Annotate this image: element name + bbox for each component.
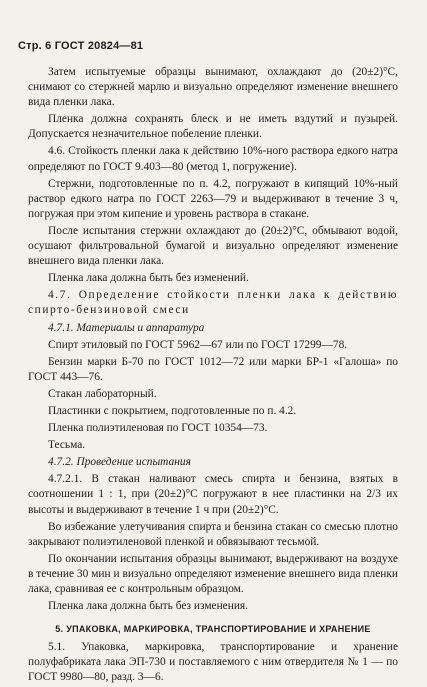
paragraph: Во избежание улетучивания спирта и бензина стакан со смесью плотно закрывают полиэтиленовой пленкой и обвязывают тесьмой. <box>28 520 398 548</box>
list-item: Бензин марки Б-70 по ГОСТ 1012—72 или марки БР-1 «Галоша» по ГОСТ 443—76. <box>28 355 398 383</box>
page-content <box>28 65 398 687</box>
paragraph: Стержни, подготовленные по п. 4.2, погружают в кипящий 10%-ный раствор едкого натра по ГОСТ 2263—79 и выдерживают в течение 3 ч, погружая при этом кипение и уровень раствора в стакане. <box>28 177 398 220</box>
paragraph: 5.1. Упаковка, маркировка, транспортирование и хранение полуфабриката лака ЭП-730 и поставляемого с ним отвердителя № 1 — по ГОСТ 9980—80, разд. 3—6. <box>28 641 398 684</box>
paragraph: 4.6. Стойкость пленки лака к действию 10%-ного раствора едкого натра определяют по ГОСТ 9.403—80 (метод 1, погружение). <box>28 145 398 173</box>
paragraph: Пленка лака должна быть без изменения. <box>48 600 249 613</box>
subsection-heading: 4.7. Определение стойкости пленки лака к действию спирто-бензиновой смеси <box>28 289 398 317</box>
paragraph: По окончании испытания образцы вынимают, выдерживают на воздухе в течение 30 мин и визуально определяют изменение внешнего вида пленки лака, сравнивая ее с контрольным образцом. <box>28 552 398 595</box>
paragraph: Пленка должна сохранять блеск и не иметь вздутий и пузырей. Допускается незначительное побеление пленки. <box>28 113 398 141</box>
paragraph: 4.7.2.1. В стакан наливают смесь спирта и бензина, взятых в соотношении 1 : 1, при (20±2)°С погружают в нее пластинки на 2/3 их высоты и выдерживают в течение 1 ч при (20±2)°С. <box>28 473 398 516</box>
subsection-heading: 4.7.1. Материалы и аппаратура <box>48 321 205 334</box>
paragraph: Пленка лака должна быть без изменений. <box>48 272 249 285</box>
subsection-heading: 4.7.2. Проведение испытания <box>48 456 191 469</box>
list-item: Спирт этиловый по ГОСТ 5962—67 или по ГОСТ 17299—78. <box>48 338 348 351</box>
paragraph: После испытания стержни охлаждают до (20±2)°С, обмывают водой, осушают фильтровальной бумагой и визуально определяют изменение внешнего вида пленки лака. <box>28 224 398 268</box>
page-header: Стр. 6 ГОСТ 20824—81 <box>18 40 144 52</box>
list-item: Пленка полиэтиленовая по ГОСТ 10354—73. <box>48 422 268 435</box>
list-item: Стакан лабораторный. <box>48 387 157 400</box>
paragraph: Затем испытуемые образцы вынимают, охлаждают до (20±2)°С, снимают со стержней марлю и визуально определяют изменение внешнего вида пленки лака. <box>28 66 398 109</box>
section-title: 5. УПАКОВКА, МАРКИРОВКА, ТРАНСПОРТИРОВАНИЕ И ХРАНЕНИЕ <box>55 624 371 635</box>
list-item: Пластинки с покрытием, подготовленные по п. 4.2. <box>48 404 297 417</box>
list-item: Тесьма. <box>48 439 86 452</box>
